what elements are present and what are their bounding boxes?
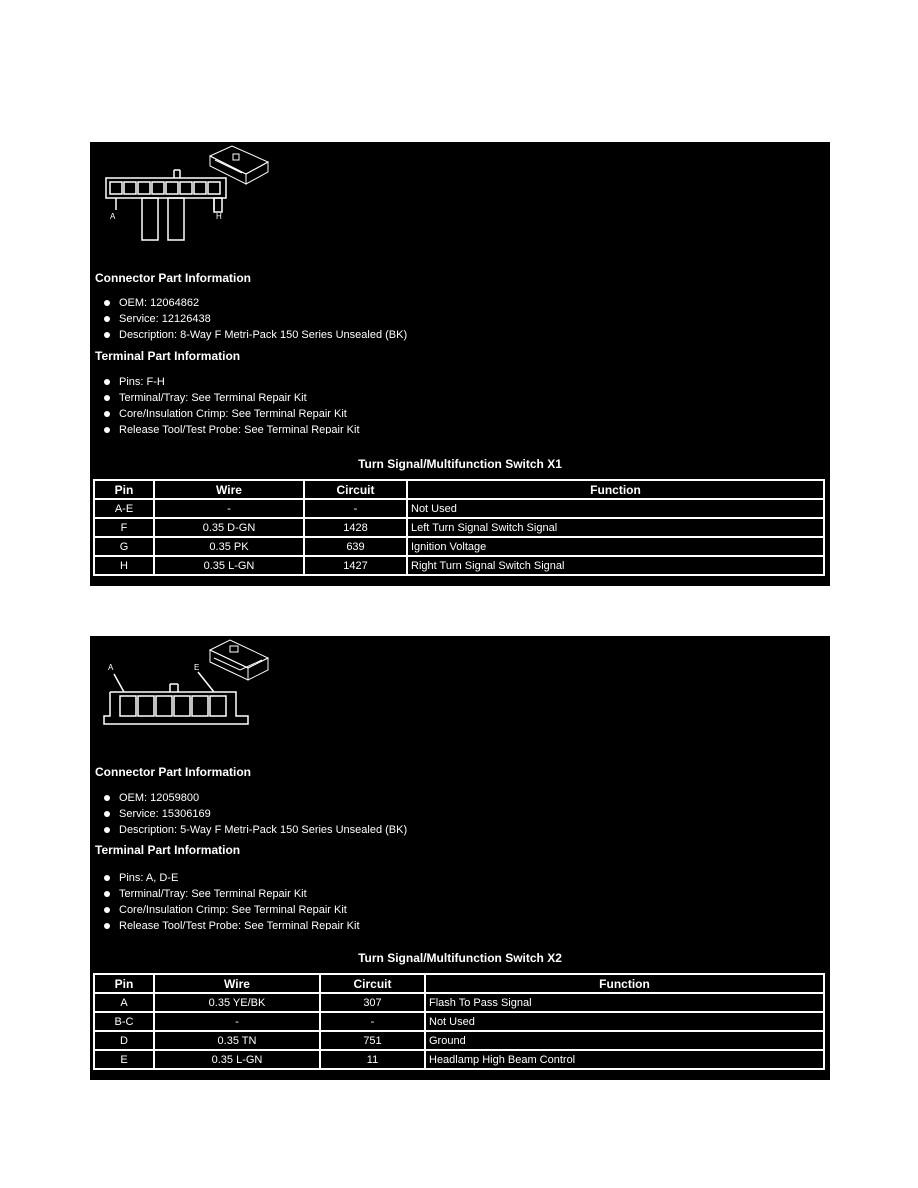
cell-wire: 0.35 L-GN [154,556,304,575]
cell-function: Ignition Voltage [407,537,824,556]
connector-3d-view [210,640,268,680]
cell-pin: F [94,518,154,537]
terminal-part-heading: Terminal Part Information [95,349,241,363]
cell-wire: - [154,499,304,518]
cell-function: Headlamp High Beam Control [425,1050,824,1069]
column-header-pin: Pin [94,974,154,993]
list-item: Core/Insulation Crimp: See Terminal Repair Kit [104,902,360,918]
cell-pin: G [94,537,154,556]
terminal-part-list [104,374,360,434]
terminal-part-clip [90,372,490,434]
cell-wire: 0.35 PK [154,537,304,556]
table-header-row [94,480,824,499]
column-header-function: Function [425,974,824,993]
cell-pin: H [94,556,154,575]
list-item: OEM: 12064862 [104,295,407,311]
table-title: Turn Signal/Multifunction Switch X2 [358,951,562,965]
table-title: Turn Signal/Multifunction Switch X1 [358,457,562,471]
cell-function: Flash To Pass Signal [425,993,824,1012]
list-item: Pins: A, D-E [104,870,360,886]
terminal-part-heading: Terminal Part Information [95,843,241,857]
list-item: Service: 15306169 [104,806,407,822]
list-item: Pins: F-H [104,374,360,390]
cell-circuit: 1428 [304,518,407,537]
connector-part-heading: Connector Part Information [95,271,252,285]
table-row [94,1012,824,1031]
cell-circuit: 1427 [304,556,407,575]
table-header-row [94,974,824,993]
diagram-label-right: E [194,663,200,672]
diagram-label-left: A [110,212,116,221]
list-item: Core/Insulation Crimp: See Terminal Repair Kit [104,406,360,422]
connector-front-view [104,672,248,724]
list-item: Terminal/Tray: See Terminal Repair Kit [104,390,360,406]
column-header-circuit: Circuit [320,974,425,993]
cell-function: Ground [425,1031,824,1050]
cell-circuit: 307 [320,993,425,1012]
cell-pin: A [94,993,154,1012]
cell-pin: E [94,1050,154,1069]
connector-panel-x1 [90,142,830,586]
column-header-pin: Pin [94,480,154,499]
diagram-label-right: H [216,212,222,221]
table-row [94,518,824,537]
table-row [94,1031,824,1050]
terminal-part-clip [90,868,490,930]
cell-wire: 0.35 L-GN [154,1050,320,1069]
cell-pin: A-E [94,499,154,518]
list-item: Release Tool/Test Probe: See Terminal Repair Kit [104,422,360,434]
connector-part-list [104,790,407,838]
column-header-circuit: Circuit [304,480,407,499]
column-header-wire: Wire [154,480,304,499]
list-item: Description: 5-Way F Metri-Pack 150 Series Unsealed (BK) [104,822,407,838]
diagram-label-left: A [108,663,114,672]
connector-diagram-x1 [90,142,290,252]
table-row [94,537,824,556]
table-row [94,499,824,518]
cell-function: Not Used [425,1012,824,1031]
cell-pin: B-C [94,1012,154,1031]
pin-table-x1 [93,479,825,576]
cell-wire: 0.35 D-GN [154,518,304,537]
list-item: Terminal/Tray: See Terminal Repair Kit [104,886,360,902]
connector-front-view [106,170,226,240]
column-header-wire: Wire [154,974,320,993]
connector-diagram-x2 [90,636,290,746]
cell-circuit: - [320,1012,425,1031]
cell-wire: 0.35 TN [154,1031,320,1050]
connector-part-list [104,295,407,343]
list-item: Service: 12126438 [104,311,407,327]
table-row [94,993,824,1012]
column-header-function: Function [407,480,824,499]
cell-wire: - [154,1012,320,1031]
terminal-part-list [104,870,360,930]
cell-pin: D [94,1031,154,1050]
cell-function: Right Turn Signal Switch Signal [407,556,824,575]
pin-table-x2 [93,973,825,1070]
list-item: Description: 8-Way F Metri-Pack 150 Series Unsealed (BK) [104,327,407,343]
table-row [94,1050,824,1069]
list-item: OEM: 12059800 [104,790,407,806]
cell-circuit: 639 [304,537,407,556]
cell-wire: 0.35 YE/BK [154,993,320,1012]
cell-circuit: 11 [320,1050,425,1069]
cell-function: Left Turn Signal Switch Signal [407,518,824,537]
cell-circuit: 751 [320,1031,425,1050]
list-item: Release Tool/Test Probe: See Terminal Repair Kit [104,918,360,930]
table-row [94,556,824,575]
connector-part-heading: Connector Part Information [95,765,252,779]
cell-circuit: - [304,499,407,518]
connector-panel-x2 [90,636,830,1080]
cell-function: Not Used [407,499,824,518]
